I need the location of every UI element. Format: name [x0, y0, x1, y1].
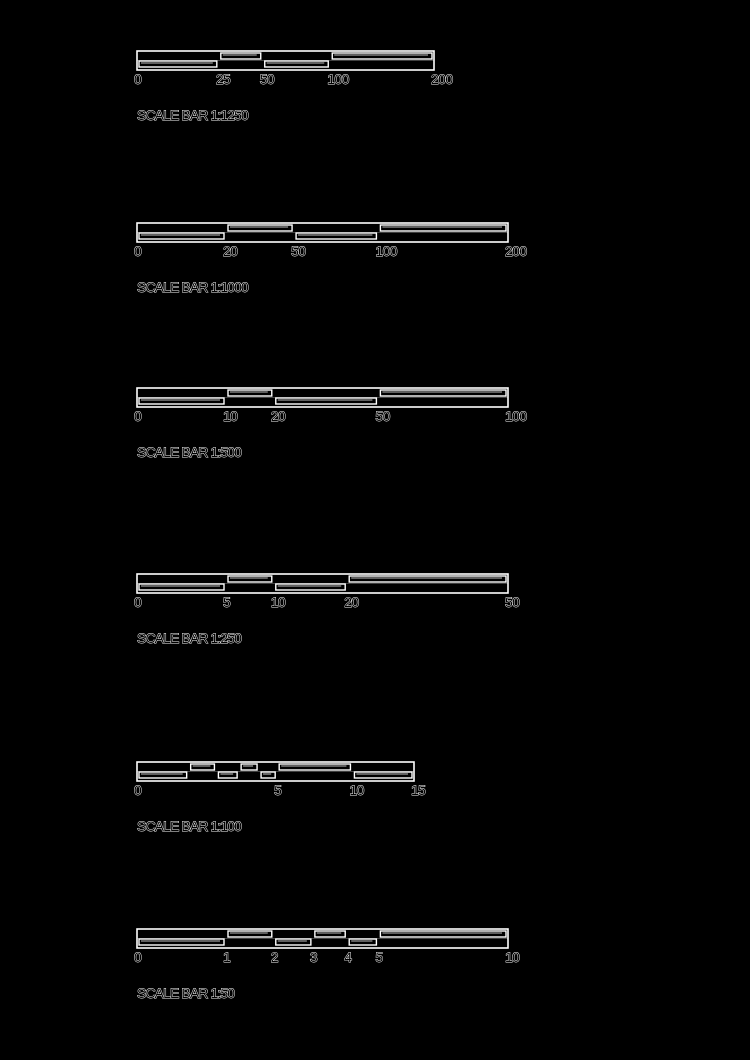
scale-bar-segment [191, 764, 215, 770]
scale-bar-segment [139, 939, 224, 945]
scale-bar-tick-label: 200 [431, 71, 453, 87]
scale-bar-segment [228, 931, 272, 937]
scale-bar-tick-label: 50 [505, 594, 520, 610]
scale-bar-segment [380, 225, 506, 231]
scale-bar-tick-label: 1 [222, 949, 231, 965]
scale-bar-tick-label: 50 [259, 71, 275, 87]
scale-bar-tick-label: 4 [344, 949, 352, 965]
scale-bar-tick-label: 0 [134, 782, 142, 798]
scale-bar-segment [139, 584, 224, 590]
scale-bar-segment [265, 61, 329, 67]
scale-bar-segment [332, 53, 432, 59]
scale-bar-tick-label: 0 [134, 408, 142, 424]
scale-bar-tick-label: 50 [375, 408, 390, 424]
scale-bar-tick-label: 100 [327, 71, 349, 87]
scale-bar-segment [354, 772, 412, 778]
scale-bar-segment [221, 53, 261, 59]
scale-bar-segment [276, 584, 345, 590]
scale-bar-segment [296, 233, 376, 239]
scale-bar-segment [228, 225, 292, 231]
scale-bar-tick-label: 3 [309, 949, 318, 965]
scale-bar-segment [241, 764, 257, 770]
scale-bar-tick-label: 20 [222, 243, 238, 259]
scale-bar-segment [228, 390, 272, 396]
scale-bar-segment [218, 772, 237, 778]
scale-bar-segment [139, 772, 187, 778]
scale-bar-tick-label: 5 [222, 594, 231, 610]
scale-bar-tick-label: 20 [344, 594, 359, 610]
scale-bar-tick-label: 2 [270, 949, 278, 965]
scale-bar-tick-label: 200 [505, 243, 527, 259]
scale-bar-tick-label: 25 [215, 71, 231, 87]
scale-bar-segment [279, 764, 350, 770]
scale-bar-tick-label: 10 [349, 782, 364, 798]
scale-bar-tick-label: 5 [375, 949, 383, 965]
scale-bar-segment [276, 398, 377, 404]
scale-bar-caption: SCALE BAR 1:500 [137, 444, 242, 460]
scale-bar-tick-label: 0 [134, 949, 142, 965]
scale-bar-caption: SCALE BAR 1:1250 [137, 107, 248, 123]
scale-bar-tick-label: 100 [375, 243, 397, 259]
scale-bar-segment [261, 772, 275, 778]
scale-bar-tick-label: 10 [222, 408, 238, 424]
scale-bar-segment [139, 398, 224, 404]
scale-bar-segment [380, 931, 506, 937]
scale-bar-tick-label: 0 [134, 594, 142, 610]
scale-bar-tick-label: 10 [270, 594, 286, 610]
scale-bar-tick-label: 15 [411, 782, 426, 798]
scale-bar-segment [349, 939, 376, 945]
scale-bar-segment [139, 61, 217, 67]
scale-bar-tick-label: 100 [505, 408, 527, 424]
scale-bar-caption: SCALE BAR 1:1000 [137, 279, 248, 295]
scale-bar-segment [139, 233, 224, 239]
scale-bar-tick-label: 0 [134, 71, 142, 87]
scale-bar-tick-label: 50 [291, 243, 306, 259]
scale-bar-tick-label: 20 [270, 408, 286, 424]
scale-bar-segment [276, 939, 311, 945]
scale-bar-segment [315, 931, 345, 937]
scale-bar-tick-label: 10 [505, 949, 520, 965]
scale-bar-segment [380, 390, 506, 396]
scale-bar-segment [349, 576, 506, 582]
scale-bar-caption: SCALE BAR 1:250 [137, 630, 242, 646]
scale-bar-caption: SCALE BAR 1:50 [137, 985, 235, 1001]
scale-bar-caption: SCALE BAR 1:100 [137, 818, 242, 834]
scale-bar-segment [228, 576, 272, 582]
scale-bar-tick-label: 5 [274, 782, 282, 798]
scale-bar-tick-label: 0 [134, 243, 142, 259]
